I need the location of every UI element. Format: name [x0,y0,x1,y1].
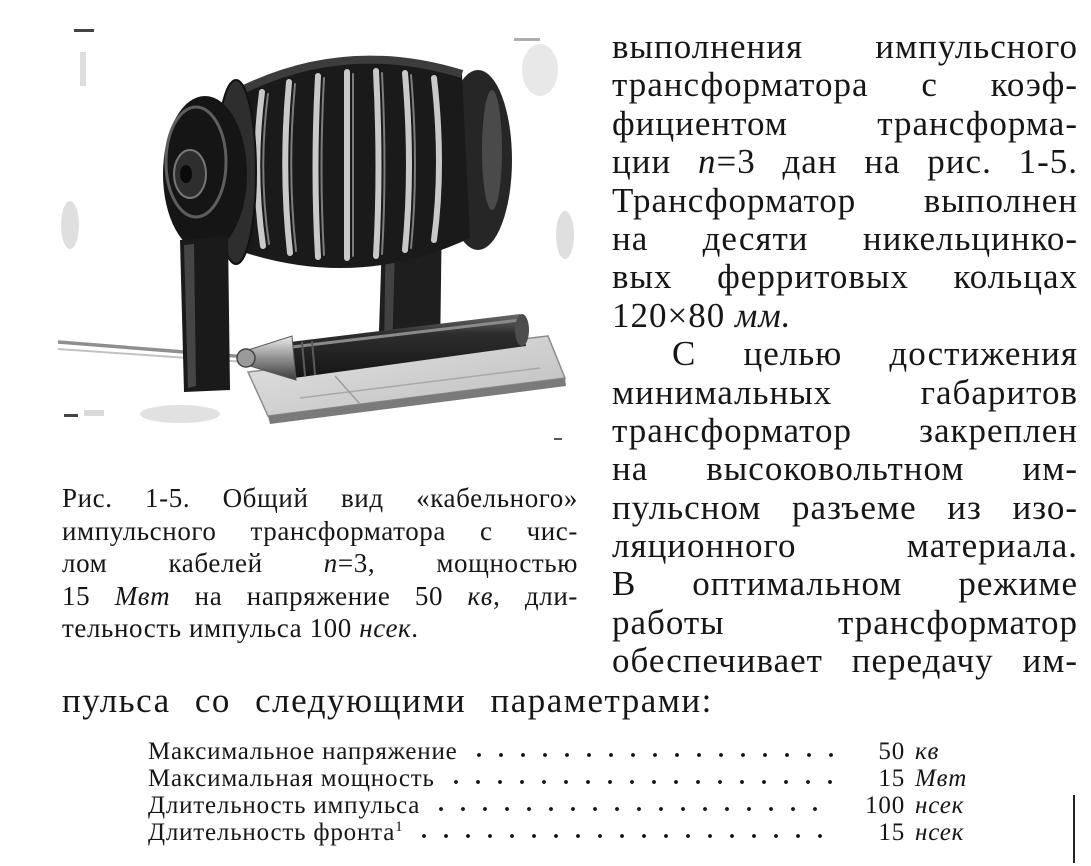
parameter-unit: Мвт [915,765,968,792]
footnote-mark: 1 [395,819,404,835]
parameters-list [148,738,990,846]
transformer-photo [55,20,585,450]
right-flange-highlight [482,90,502,210]
parameter-unit: нсек [915,819,965,846]
figure-caption [62,482,578,645]
scan-edge-line [1073,795,1075,863]
caption-line [62,612,578,645]
rib-gap [316,76,319,257]
body-line: фициентом трансформа- [612,103,1078,143]
text-run: . [411,613,419,643]
parameter-row [148,792,990,819]
text-run: =3 дан на рис. 1-5. [716,142,1078,182]
parameter-value: 50 [878,738,905,765]
parameter-label [148,819,403,846]
body-line [612,143,1078,181]
unit-mvt: Мвт [114,580,171,611]
dot-leader [445,779,835,785]
body-line: трансформатор закреплен [612,410,1078,450]
parameter-label: Максимальное напряжение [148,738,458,765]
text-run: ции [612,142,698,182]
unit-nsek: нсек [359,613,412,643]
variable-n: n [323,548,338,578]
body-line: трансформатора с коэф- [612,65,1078,105]
rib-gap [376,71,379,256]
text-run: лом кабелей [62,548,324,578]
scan-speck [80,52,86,86]
body-line [612,297,1078,335]
dot-leader [430,806,835,812]
body-line: Трансформатор выполнен [612,180,1078,220]
parameter-value: 15 [878,819,905,846]
parameter-row [148,765,990,792]
connector-nut [237,349,255,367]
caption-line: импульсного трансформатора с чис- [62,515,578,546]
parameter-value: 100 [865,792,905,819]
parameter-label: Максимальная мощность [148,765,435,792]
scan-speck [61,201,79,249]
scan-speck [554,438,562,440]
caption-line [62,547,578,580]
body-line: выполнения импульсного [612,27,1078,66]
parameter-unit: нсек [915,792,965,819]
unit-kv: кв [467,580,494,611]
body-line: вых ферритовых кольцах [612,257,1078,297]
parameter-value: 15 [878,765,905,792]
variable-n: n [697,142,717,182]
text-run: на напряжение 50 [170,580,468,611]
body-line-paragraph-start: С целью достижения [672,334,1078,374]
body-line: обеспечивает передачу им- [612,641,1078,681]
left-flange-center [180,165,192,183]
parameter-unit: кв [915,738,940,765]
scan-speck [84,410,104,416]
text-run: =3, мощностью [337,548,578,578]
parameter-row [148,738,990,765]
text-run: 15 [62,580,115,611]
scan-speck [64,414,78,417]
body-line: на высоковольтном им- [612,449,1078,489]
scan-speck [140,405,220,423]
body-line: В оптимальном режиме [612,564,1078,604]
body-line: на десяти никельцинко- [612,218,1078,258]
caption-line: Рис. 1-5. Общий вид «кабельного» [62,483,578,513]
parameter-label-text: Длительность фронта [148,819,396,846]
scan-speck [74,29,94,32]
body-line: пульсном разъеме из изо- [612,487,1078,527]
unit-mm: мм. [735,295,792,335]
rod-end-cap [515,314,529,346]
body-line: минимальных габаритов [612,372,1078,412]
figure-1-5 [55,20,585,450]
text-run: тельность импульса 100 [62,613,360,643]
scan-speck [514,38,540,41]
caption-line [62,580,578,613]
parameter-label: Длительность импульса [148,792,421,819]
text-run: 120×80 [612,295,735,335]
body-text-column [612,28,1078,681]
body-continuation-line: пульса со следующими параметрами: [62,681,713,720]
text-run: , дли- [493,580,578,611]
scan-speck [556,211,574,259]
body-line: ляционного материала. [612,526,1078,566]
scan-speck [522,44,558,96]
body-line: работы трансформатор [612,602,1078,642]
dot-leader [413,833,835,839]
parameter-row [148,819,990,846]
dot-leader [468,752,835,758]
